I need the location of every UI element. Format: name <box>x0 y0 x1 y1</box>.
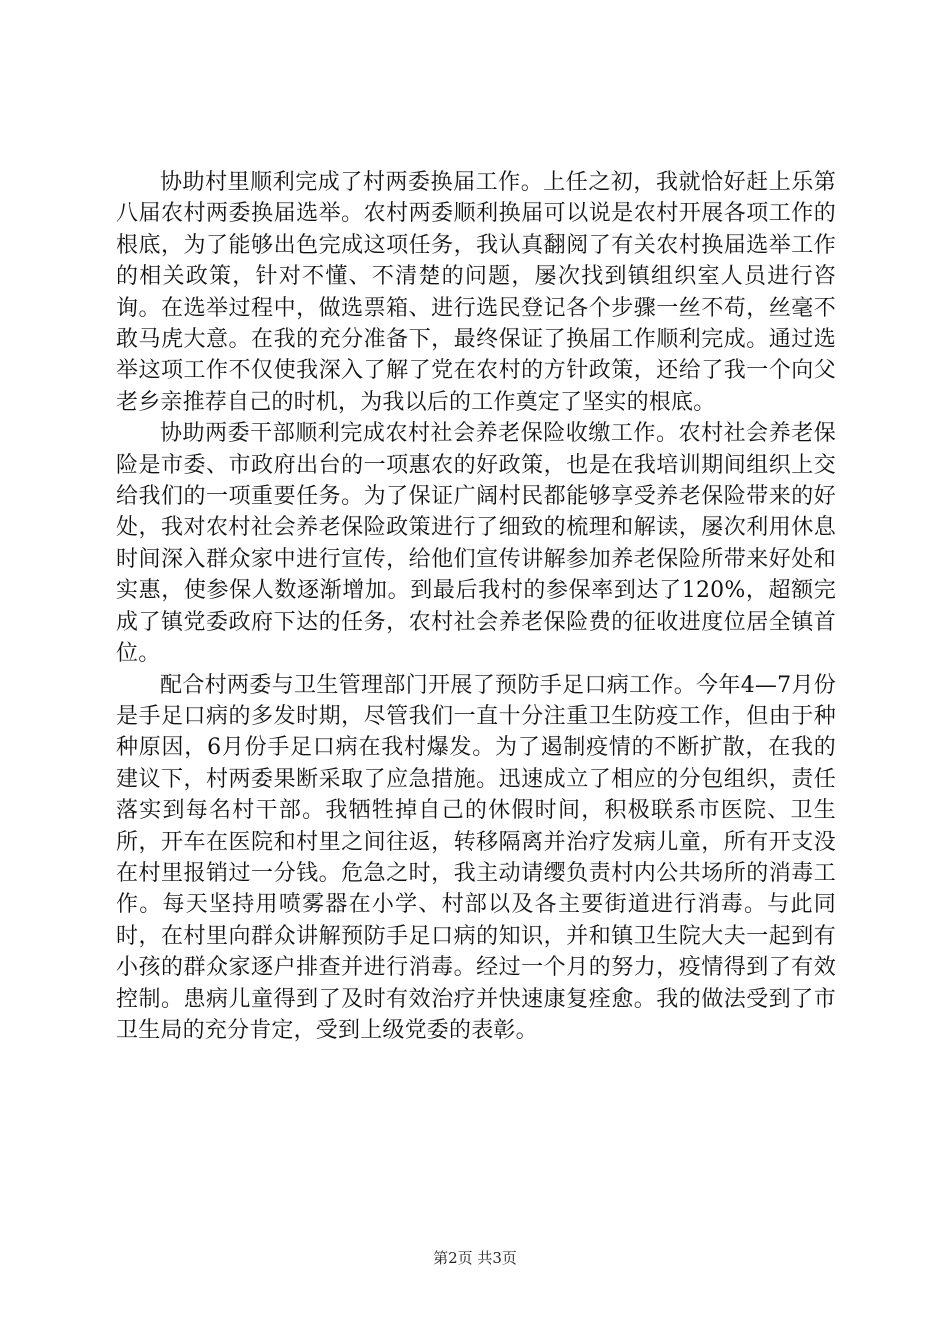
page-number: 第2页 <box>433 1249 473 1267</box>
page-footer <box>0 1248 950 1268</box>
paragraph-election-work: 协助村里顺利完成了村两委换届工作。上任之初，我就恰好赶上乐第八届农村两委换届选举。农村两委顺利换届可以说是农村开展各项工作的根底，为了能够出色完成这项任务，我认真翻阅了有关农村换届选举工作的相关政策，针对不懂、不清楚的问题，屡次找到镇组织室人员进行咨询。在选举过程中，做选票箱、进行选民登记各个步骤一丝不苟，丝毫不敢马虎大意。在我的充分准备下，最终保证了换届工作顺利完成。通过选举这项工作不仅使我深入了解了党在农村的方针政策，还给了我一个向父老乡亲推荐自己的时机，为我以后的工作奠定了坚实的根底。 <box>116 170 836 415</box>
paragraph-disease-prevention: 配合村两委与卫生管理部门开展了预防手足口病工作。今年4—7月份是手足口病的多发时期，尽管我们一直十分注重卫生防疫工作，但由于种种原因，6月份手足口病在我村爆发。为了遏制疫情的不断扩散，在我的建议下，村两委果断采取了应急措施。迅速成立了相应的分包组织，责任落实到每名村干部。我牺牲掉自己的休假时间，积极联系市医院、卫生所，开车在医院和村里之间往返，转移隔离并治疗发病儿童，所有开支没在村里报销过一分钱。危急之时，我主动请缨负责村内公共场所的消毒工作。每天坚持用喷雾器在小学、村部以及各主要街道进行消毒。与此同时，在村里向群众讲解预防手足口病的知识，并和镇卫生院大夫一起到有小孩的群众家逐户排查并进行消毒。经过一个月的努力，疫情得到了有效控制。患病儿童得到了及时有效治疗并快速康复痊愈。我的做法受到了市卫生局的充分肯定，受到上级党委的表彰。 <box>116 672 836 1043</box>
page-total: 共3页 <box>477 1249 517 1267</box>
paragraph-pension-insurance: 协助两委干部顺利完成农村社会养老保险收缴工作。农村社会养老保险是市委、市政府出台的一项惠农的好政策，也是在我培训期间组织上交给我们的一项重要任务。为了保证广阔村民都能够享受养老保险带来的好处，我对农村社会养老保险政策进行了细致的梳理和解读，屡次利用休息时间深入群众家中进行宣传，给他们宣传讲解参加养老保险所带来好处和实惠，使参保人数逐渐增加。到最后我村的参保率到达了120%，超额完成了镇党委政府下达的任务，农村社会养老保险费的征收进度位居全镇首位。 <box>116 421 836 667</box>
document-body <box>116 167 836 1046</box>
